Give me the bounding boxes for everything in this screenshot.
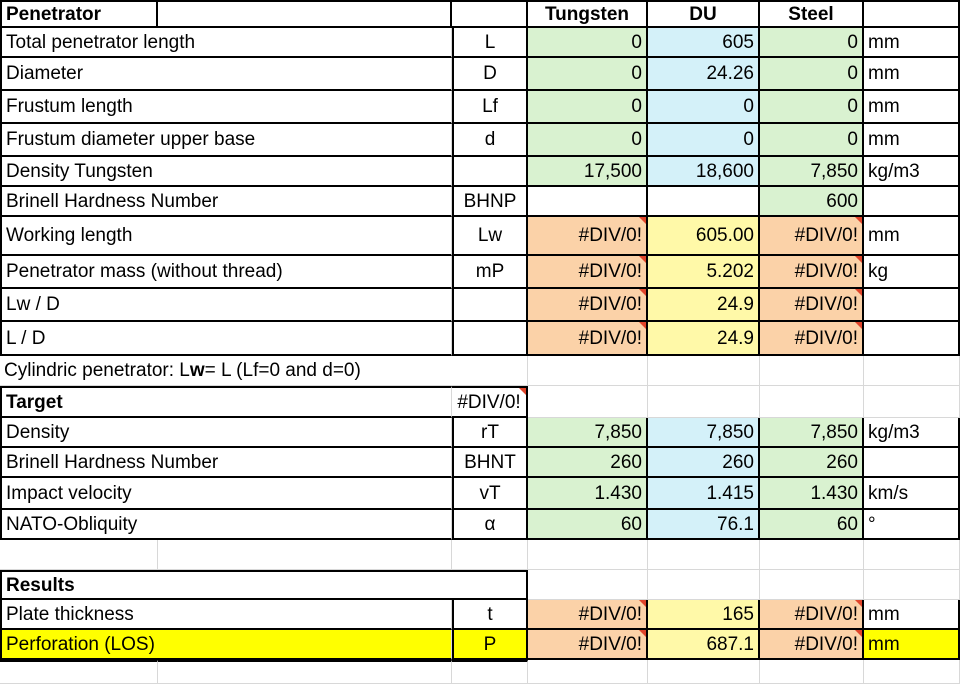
row-unit[interactable]: mm [864, 28, 960, 58]
note-bold: w [189, 360, 205, 381]
row-symbol[interactable]: t [452, 600, 528, 630]
value-steel[interactable]: #DIV/0! [760, 256, 864, 289]
value-du[interactable]: 165 [648, 600, 760, 630]
note-post: = L (Lf=0 and d=0) [204, 360, 361, 381]
row-label[interactable]: Density [0, 418, 452, 448]
value-steel[interactable]: 7,850 [760, 157, 864, 187]
row-label[interactable]: NATO-Obliquity [0, 510, 452, 540]
section-title-results[interactable]: Results [0, 570, 528, 600]
row-unit[interactable]: mm [864, 124, 960, 157]
cell[interactable] [0, 540, 158, 570]
row-label[interactable]: Density Tungsten [0, 157, 452, 187]
cell[interactable] [528, 356, 648, 386]
cell[interactable] [528, 660, 648, 684]
cell[interactable] [864, 386, 960, 418]
value-tungsten[interactable] [528, 187, 648, 217]
value-steel[interactable]: #DIV/0! [760, 630, 864, 660]
row-unit[interactable] [864, 322, 960, 356]
row-label[interactable]: Penetrator mass (without thread) [0, 256, 452, 289]
row-label[interactable]: Impact velocity [0, 478, 452, 510]
value-du[interactable]: 687.1 [648, 630, 760, 660]
value-steel[interactable]: 600 [760, 187, 864, 217]
value-steel[interactable]: #DIV/0! [760, 289, 864, 322]
value-du[interactable]: 0 [648, 91, 760, 124]
value-du[interactable]: 605.00 [648, 217, 760, 256]
value-tungsten[interactable]: 1.430 [528, 478, 648, 510]
row-symbol[interactable] [452, 289, 528, 322]
row-unit[interactable]: kg/m3 [864, 418, 960, 448]
cell[interactable] [528, 540, 648, 570]
row-unit[interactable] [864, 448, 960, 478]
row-unit[interactable]: mm [864, 91, 960, 124]
row-label[interactable]: Lw / D [0, 289, 452, 322]
row-label[interactable]: Brinell Hardness Number [0, 448, 452, 478]
cell[interactable] [648, 660, 760, 684]
value-steel[interactable]: 60 [760, 510, 864, 540]
cell[interactable] [528, 386, 648, 418]
value-tungsten[interactable]: #DIV/0! [528, 256, 648, 289]
target-header-value[interactable]: #DIV/0! [452, 386, 528, 418]
value-steel[interactable]: 260 [760, 448, 864, 478]
value-du[interactable]: 5.202 [648, 256, 760, 289]
cylindric-note[interactable] [0, 356, 528, 386]
value-tungsten[interactable]: 0 [528, 28, 648, 58]
cell[interactable] [648, 386, 760, 418]
row-label[interactable]: L / D [0, 322, 452, 356]
row-unit[interactable]: mm [864, 630, 960, 660]
row-symbol[interactable]: vT [452, 478, 528, 510]
value-steel[interactable]: 0 [760, 58, 864, 91]
cell[interactable] [760, 570, 864, 600]
row-symbol[interactable]: P [452, 630, 528, 660]
value-tungsten[interactable]: #DIV/0! [528, 289, 648, 322]
row-label[interactable]: Brinell Hardness Number [0, 187, 452, 217]
value-tungsten[interactable]: #DIV/0! [528, 217, 648, 256]
row-label[interactable]: Frustum length [0, 91, 452, 124]
value-tungsten[interactable]: 60 [528, 510, 648, 540]
section-title-penetrator[interactable]: Penetrator [0, 0, 158, 28]
cell[interactable] [158, 540, 452, 570]
cell[interactable] [864, 570, 960, 600]
value-steel[interactable]: #DIV/0! [760, 600, 864, 630]
cell[interactable] [864, 540, 960, 570]
value-steel[interactable]: 1.430 [760, 478, 864, 510]
value-tungsten[interactable]: #DIV/0! [528, 630, 648, 660]
value-tungsten[interactable]: 17,500 [528, 157, 648, 187]
row-label[interactable]: Plate thickness [0, 600, 452, 630]
cell[interactable] [452, 540, 528, 570]
value-du[interactable]: 24.9 [648, 322, 760, 356]
row-symbol[interactable]: α [452, 510, 528, 540]
row-unit[interactable]: mm [864, 217, 960, 256]
value-steel[interactable]: 0 [760, 28, 864, 58]
cell[interactable] [864, 356, 960, 386]
value-tungsten[interactable]: #DIV/0! [528, 322, 648, 356]
cell[interactable] [648, 570, 760, 600]
cell[interactable] [158, 0, 452, 28]
row-symbol[interactable]: Lw [452, 217, 528, 256]
column-header-du[interactable]: DU [648, 0, 760, 28]
value-du[interactable]: 7,850 [648, 418, 760, 448]
value-du[interactable]: 76.1 [648, 510, 760, 540]
note-pre: Cylindric penetrator: L [4, 360, 190, 381]
row-unit[interactable]: mm [864, 600, 960, 630]
value-tungsten[interactable]: 0 [528, 58, 648, 91]
cell[interactable] [760, 356, 864, 386]
row-label[interactable]: Total penetrator length [0, 28, 452, 58]
row-label[interactable]: Perforation (LOS) [0, 630, 452, 660]
row-symbol[interactable]: D [452, 58, 528, 91]
row-unit[interactable]: mm [864, 58, 960, 91]
cell[interactable] [452, 660, 528, 684]
row-unit[interactable] [864, 289, 960, 322]
value-tungsten[interactable]: 260 [528, 448, 648, 478]
cell[interactable] [864, 660, 960, 684]
value-du[interactable]: 1.415 [648, 478, 760, 510]
row-symbol[interactable] [452, 322, 528, 356]
cell[interactable] [0, 660, 158, 684]
value-du[interactable] [648, 187, 760, 217]
row-label[interactable]: Diameter [0, 58, 452, 91]
cell[interactable] [158, 660, 452, 684]
cell[interactable] [864, 0, 960, 28]
cell[interactable] [648, 540, 760, 570]
value-tungsten[interactable]: 0 [528, 91, 648, 124]
row-symbol[interactable]: BHNT [452, 448, 528, 478]
row-symbol[interactable]: mP [452, 256, 528, 289]
value-du[interactable]: 605 [648, 28, 760, 58]
value-du[interactable]: 260 [648, 448, 760, 478]
row-symbol[interactable] [452, 157, 528, 187]
row-unit[interactable]: kg/m3 [864, 157, 960, 187]
value-du[interactable]: 0 [648, 124, 760, 157]
column-header-tungsten[interactable]: Tungsten [528, 0, 648, 28]
row-unit[interactable]: kg [864, 256, 960, 289]
value-steel[interactable]: 7,850 [760, 418, 864, 448]
value-du[interactable]: 24.26 [648, 58, 760, 91]
row-unit[interactable]: km/s [864, 478, 960, 510]
row-symbol[interactable]: rT [452, 418, 528, 448]
row-symbol[interactable]: L [452, 28, 528, 58]
value-du[interactable]: 18,600 [648, 157, 760, 187]
row-symbol[interactable]: d [452, 124, 528, 157]
value-tungsten[interactable]: #DIV/0! [528, 600, 648, 630]
column-header-steel[interactable]: Steel [760, 0, 864, 28]
row-unit[interactable]: ° [864, 510, 960, 540]
value-steel[interactable]: #DIV/0! [760, 322, 864, 356]
row-symbol[interactable]: BHNP [452, 187, 528, 217]
cell[interactable] [760, 660, 864, 684]
cell[interactable] [452, 0, 528, 28]
section-title-target[interactable]: Target [0, 386, 452, 418]
cell[interactable] [760, 386, 864, 418]
row-symbol[interactable]: Lf [452, 91, 528, 124]
cell[interactable] [528, 570, 648, 600]
row-label[interactable]: Frustum diameter upper base [0, 124, 452, 157]
value-tungsten[interactable]: 0 [528, 124, 648, 157]
cell[interactable] [648, 356, 760, 386]
value-du[interactable]: 24.9 [648, 289, 760, 322]
value-tungsten[interactable]: 7,850 [528, 418, 648, 448]
value-steel[interactable]: #DIV/0! [760, 217, 864, 256]
cell[interactable] [760, 540, 864, 570]
value-steel[interactable]: 0 [760, 124, 864, 157]
row-unit[interactable] [864, 187, 960, 217]
row-label[interactable]: Working length [0, 217, 452, 256]
value-steel[interactable]: 0 [760, 91, 864, 124]
